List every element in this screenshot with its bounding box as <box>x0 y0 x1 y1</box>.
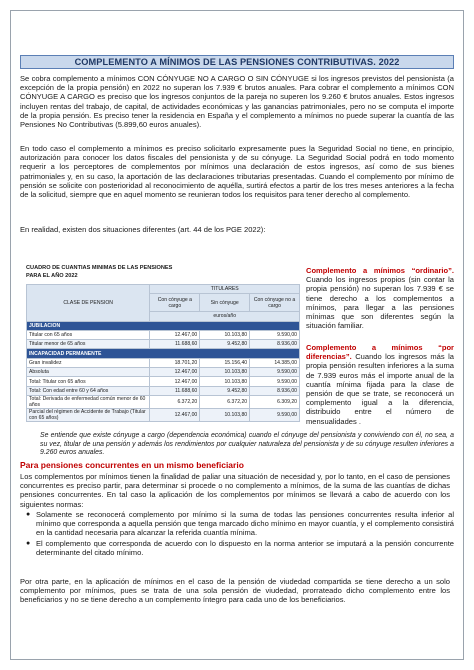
rules-list <box>26 510 454 558</box>
col-with-spouse-not-dependent: Con cónyuge no a cargo <box>250 294 300 312</box>
ordinary-complement-text: Cuando los ingresos propios (sin contar la propia pensión) no superan los 7.939 € se tiene derecho a los complementos a mínimos, para llegar a las pensiones mínimas que son diferentes según la situación familiar. <box>306 275 454 331</box>
minimum-pensions-table-box <box>26 265 300 421</box>
units-header: euros/año <box>150 312 300 321</box>
situations-paragraph: En realidad, existen dos situaciones diferentes (art. 44 de los PGE 2022): <box>20 225 266 234</box>
dependent-spouse-note: Se entiende que existe cónyuge a cargo (dependencia económica) cuando el cónyuge del pensionista y conviviendo con él, no sea, a su vez, titular de una pensión y además los rendimientos por cualquier naturaleza del pensionista y de su cónyuge resulten inferiores a 9.260 euros anuales. <box>40 432 454 457</box>
table-row: Parcial del régimen de Accidente de Trabajo (Titular con 65 años) 12.467,00 10.103,80 9.590,00 <box>27 408 300 421</box>
table-row: Total: Con edad entre 60 y 64 años 11.688,60 9.452,80 8.936,00 <box>27 386 300 395</box>
widow-pension-paragraph: Por otra parte, en la aplicación de mínimos en el caso de la pensión de viudedad compartida se tiene derecho a un solo complemento por mínimos, pues se trata de una sola pensión de viudedad, prorrateado dicho complemento entre los beneficiarios y no se tiene derecho a un complemento íntegro para cada uno de los beneficiarios. <box>20 577 450 605</box>
document-title-bar <box>20 55 454 69</box>
group-header-titulares: TITULARES <box>150 285 300 294</box>
request-paragraph: En todo caso el complemento a mínimos es preciso solicitarlo expresamente pues la Seguridad Social no tiene, en principio, autorización para conocer los datos fiscales del pensionista y de su cónyuge. La Seguridad Social podrá en todo momento requerir a los perceptores de complementos por mínimos una declaración de estos ingresos, así como de sus bienes patrimoniales y, en su caso, la aportación de las declaraciones tributarias presentadas. Cuando el complemento por mínimo de pensión se solicite con posterioridad al reconocimiento de aquélla, surtirá efectos a partir de los tres meses anteriores a la fecha de la solicitud, siempre que en aquel momento se reunieran todos los requisitos para tener derecho al complemento. <box>20 144 454 200</box>
bullet-icon: ● <box>26 539 31 547</box>
table-row: Total: Titular con 65 años 12.467,00 10.103,80 9.590,00 <box>27 377 300 386</box>
table-row: Total: Derivada de enfermedad común menor de 60 años 6.372,20 6.372,20 6.309,20 <box>27 395 300 408</box>
concurrent-pensions-heading: Para pensiones concurrentes en un mismo beneficiario <box>20 460 244 470</box>
table-row: Absoluta 12.467,00 10.103,80 9.590,00 <box>27 368 300 377</box>
col-pension-class: CLASE DE PENSION <box>27 285 150 322</box>
table-row: Titular con 65 años 12.467,00 10.103,80 9.590,00 <box>27 330 300 339</box>
list-item: ● El complemento que corresponda de acuerdo con lo dispuesto en la norma anterior se imputará a la pensión concurrente determinante del citado mínimo. <box>26 538 454 557</box>
concurrent-pensions-paragraph: Los complementos por mínimos tienen la finalidad de paliar una situación de necesidad y, por lo tanto, en el caso de pensiones concurrentes es preciso partir, para determinar si procede o no complemento a mínimos, de la suma de las cuantías de dichas pensiones concurrentes. En tal caso la aplicación de los complementos por mínimos se llevará a cabo de acuerdo con los siguientes normas: <box>20 472 450 509</box>
difference-complement-box <box>306 343 454 426</box>
difference-complement-heading: Complemento a mínimos “por diferencias”. <box>306 343 454 362</box>
table-title-line2: PARA EL AÑO 2022 <box>26 272 78 279</box>
difference-complement-text: Cuando los ingresos más la propia pensión resulten inferiores a la suma de 7.939 euros más el importe anual de la cuantía mínima fijada para la clase de pensión de que se trate, se reconocerá un complemento igual a la diferencia, distribuido entre el número de mensualidades . <box>306 352 454 426</box>
col-without-spouse: Sin cónyuge <box>200 294 250 312</box>
table-row: Titular menor de 65 años 11.688,60 9.452,80 8.936,00 <box>27 340 300 349</box>
bullet-icon: ● <box>26 511 31 518</box>
list-item: ● Solamente se reconocerá complemento por mínimo si la suma de todas las pensiones concurrentes resulta inferior al mínimo que corresponda a aquella pensión que tenga marcado dicho mínimo en mayor cuantía, y el complemento consistirá en la cantidad necesaria para alcanzar la referida cuantía mínima. <box>26 510 454 538</box>
table-title-line1: CUADRO DE CUANTIAS MINIMAS DE LAS PENSIONES <box>26 265 173 271</box>
document-title: COMPLEMENTO A MÍNIMOS DE LAS PENSIONES CONTRIBUTIVAS. 2022 <box>74 57 400 67</box>
section-incapacidad: INCAPACIDAD PERMANENTE <box>27 349 300 358</box>
intro-paragraph: Se cobra complemento a mínimos CON CÓNYUGE NO A CARGO O SIN CÓNYUGE si los ingresos previstos del pensionista (a excepción de la propia pensión) en 2022 no superan los 7.939 € brutos anuales. Para cobrar el complemento a mínimos CON CÓNYUGE A CARGO es preciso que los ingresos conjuntos de la pareja no superen los 9.260 € brutos anuales. Estos ingresos incluyen rentas del trabajo, de capital, de actividades económicas y las ganancias patrimoniales, pero no se computa el importe de la propia pensión. Es preciso tener la residencia en España y el complemento a mínimos no puede superar la cuantía de las Pensiones No Contributivas (5.899,60 euros anuales). <box>20 74 454 130</box>
col-with-spouse-dependent: Con cónyuge a cargo <box>150 294 200 312</box>
minimum-pensions-table <box>26 284 300 422</box>
table-row: Gran invalidez 18.701,20 15.156,40 14.385,00 <box>27 358 300 367</box>
ordinary-complement-box <box>306 266 454 330</box>
section-jubilacion: JUBILACION <box>27 321 300 330</box>
ordinary-complement-heading: Complemento a mínimos “ordinario”. <box>306 266 454 275</box>
